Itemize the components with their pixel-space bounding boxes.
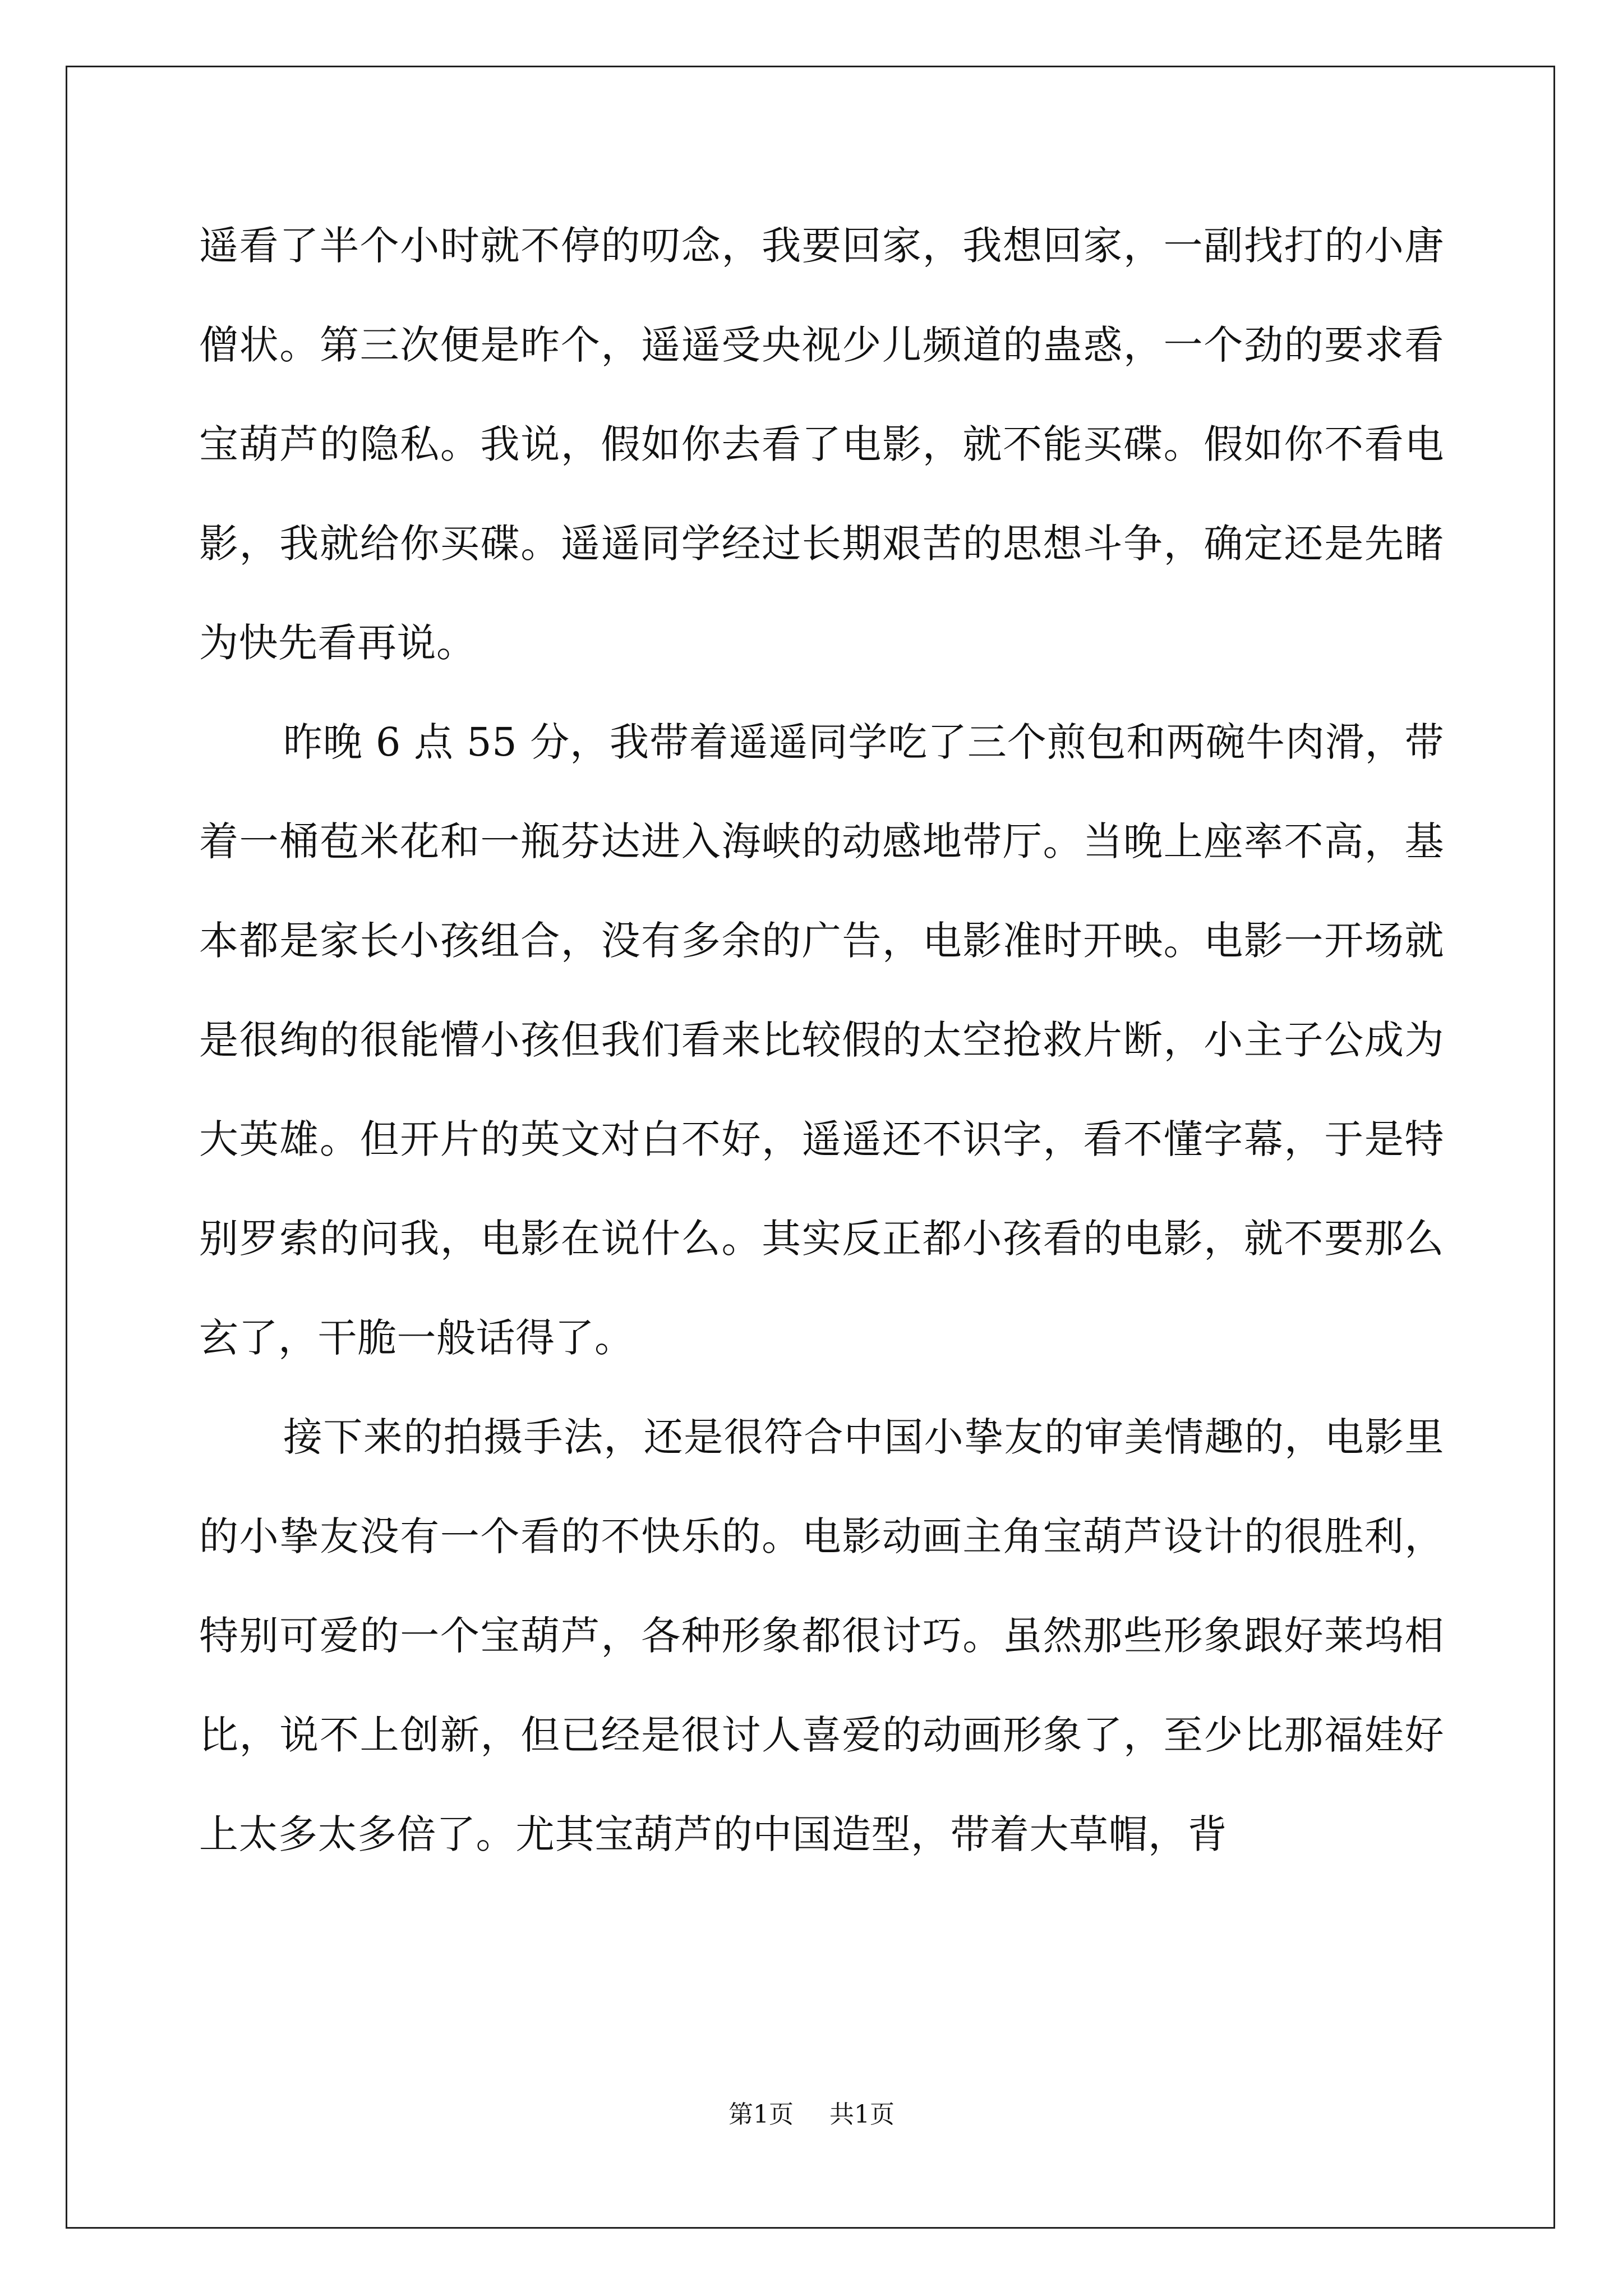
paragraph-1: 遥看了半个小时就不停的叨念，我要回家，我想回家，一副找打的小唐僧状。第三次便是昨个，遥遥受央视少儿频道的蛊惑，一个劲的要求看宝葫芦的隐私。我说，假如你去看了电影，就不能买碟。假如你不看电影，我就给你买碟。遥遥同学经过长期艰苦的思想斗争，确定还是先睹为快先看再说。: [199, 223, 1444, 666]
page-number-current: 第1页: [728, 2100, 794, 2129]
page-number-total: 共1页: [829, 2100, 895, 2129]
document-body: [199, 196, 1444, 1884]
paragraph-3: 接下来的拍摄手法，还是很符合中国小挚友的审美情趣的，电影里的小挚友没有一个看的不快乐的。电影动画主角宝葫芦设计的很胜利，特别可爱的一个宝葫芦，各种形象都很讨巧。虽然那些形象跟好莱坞相比，说不上创新，但已经是很讨人喜爱的动画形象了，至少比那福娃好上太多太多倍了。尤其宝葫芦的中国造型，带着大草帽，背: [199, 1414, 1444, 1857]
paragraph-2: 昨晚 6 点 55 分，我带着遥遥同学吃了三个煎包和两碗牛肉滑，带着一桶苞米花和一瓶芬达进入海峡的动感地带厅。当晚上座率不高，基本都是家长小孩组合，没有多余的广告，电影准时开映。电影一开场就是很绚的很能懵小孩但我们看来比较假的太空抢救片断，小主子公成为大英雄。但开片的英文对白不好，遥遥还不识字，看不懂字幕，于是特别罗索的问我，电影在说什么。其实反正都小孩看的电影，就不要那么玄了，干脆一般话得了。: [199, 719, 1444, 1361]
page-footer: [0, 2098, 1623, 2132]
